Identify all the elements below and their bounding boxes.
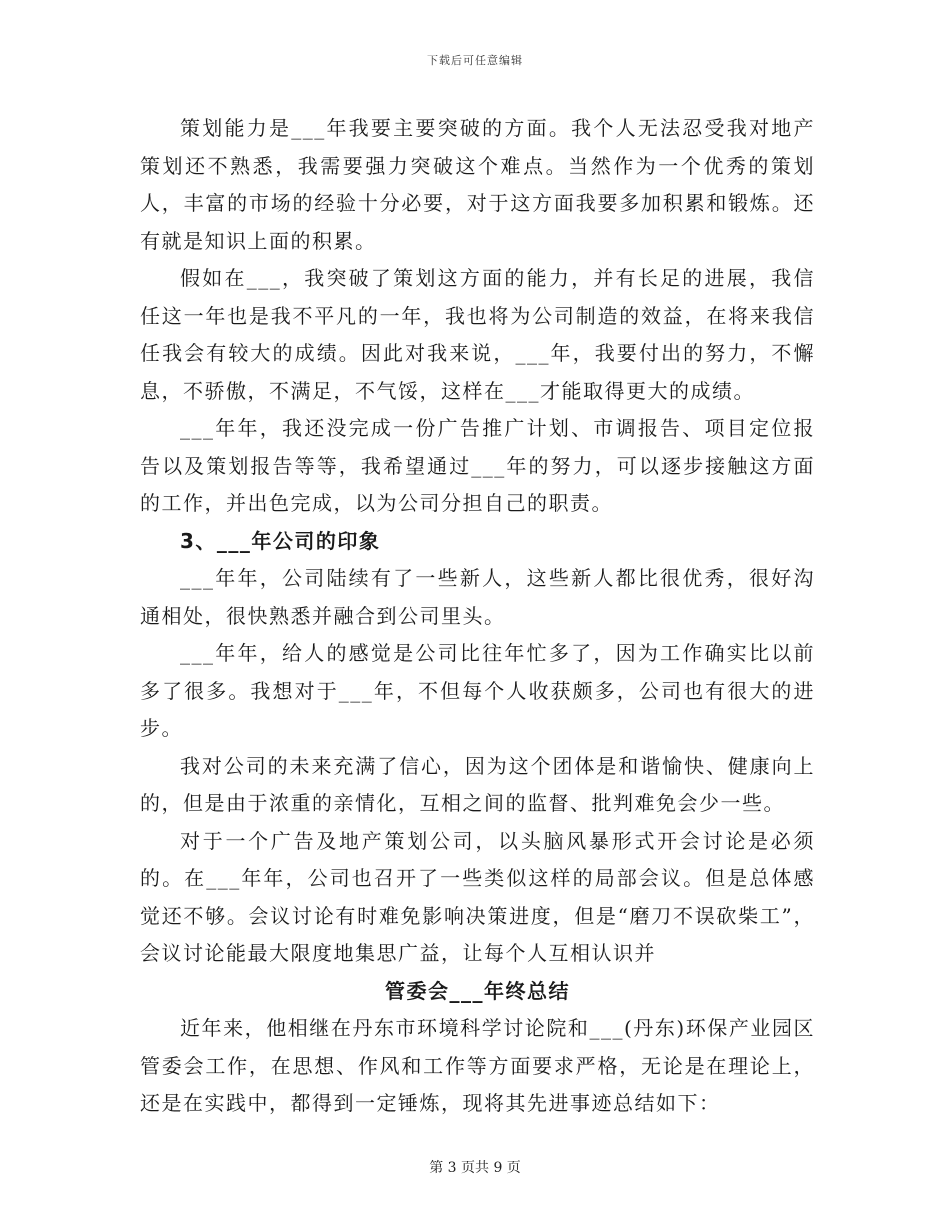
paragraph: 策划能力是___年我要主要突破的方面。我个人无法忍受我对地产策划还不熟悉，我需要强力突破这个难点。当然作为一个优秀的策划人，丰富的市场的经验十分必要，对于这方面我要多加积累和锻炼。还有就是知识上面的积累。 [140, 116, 815, 253]
paragraph: 对于一个广告及地产策划公司，以头脑风暴形式开会讨论是必须的。在___年年，公司也召开了一些类似这样的局部会议。但是总体感觉还不够。会议讨论有时难免影响决策进度，但是“磨刀不误砍柴工”，会议讨论能最大限度地集思广益，让每个人互相认识并 [140, 828, 815, 965]
document-title: 管委会___年终总结 [385, 978, 570, 1003]
paragraph: 我对公司的未来充满了信心，因为这个团体是和谐愉快、健康向上的，但是由于浓重的亲情化，互相之间的监督、批判难免会少一些。 [140, 753, 815, 815]
paragraph: 假如在___，我突破了策划这方面的能力，并有长足的进展，我信任这一年也是我不平凡的一年，我也将为公司制造的效益，在将来我信任我会有较大的成绩。因此对我来说，___年，我要付出的努力，不懈息，不骄傲，不满足，不气馁，这样在___才能取得更大的成绩。 [140, 266, 815, 403]
page-footer-number: 第 3 页共 9 页 [429, 1160, 521, 1176]
paragraph: ___年年，公司陆续有了一些新人，这些新人都比很优秀，很好沟通相处，很快熟悉并融合到公司里头。 [140, 566, 815, 628]
section-heading: 3、___年公司的印象 [180, 528, 381, 553]
paragraph: 近年来，他相继在丹东市环境科学讨论院和___(丹东)环保产业园区管委会工作，在思想、作风和工作等方面要求严格，无论是在理论上，还是在实践中，都得到一定锤炼，现将其先进事迹总结如下： [140, 1016, 815, 1115]
paragraph: ___年年，我还没完成一份广告推广计划、市调报告、项目定位报告以及策划报告等等，我希望通过___年的努力，可以逐步接触这方面的工作，并出色完成，以为公司分担自己的职责。 [140, 416, 815, 515]
paragraph: ___年年，给人的感觉是公司比往年忙多了，因为工作确实比以前多了很多。我想对于___年，不但每个人收获颇多，公司也有很大的进步。 [140, 641, 815, 740]
page-header-note: 下载后可任意编辑 [427, 54, 523, 67]
document-body [140, 110, 815, 1123]
